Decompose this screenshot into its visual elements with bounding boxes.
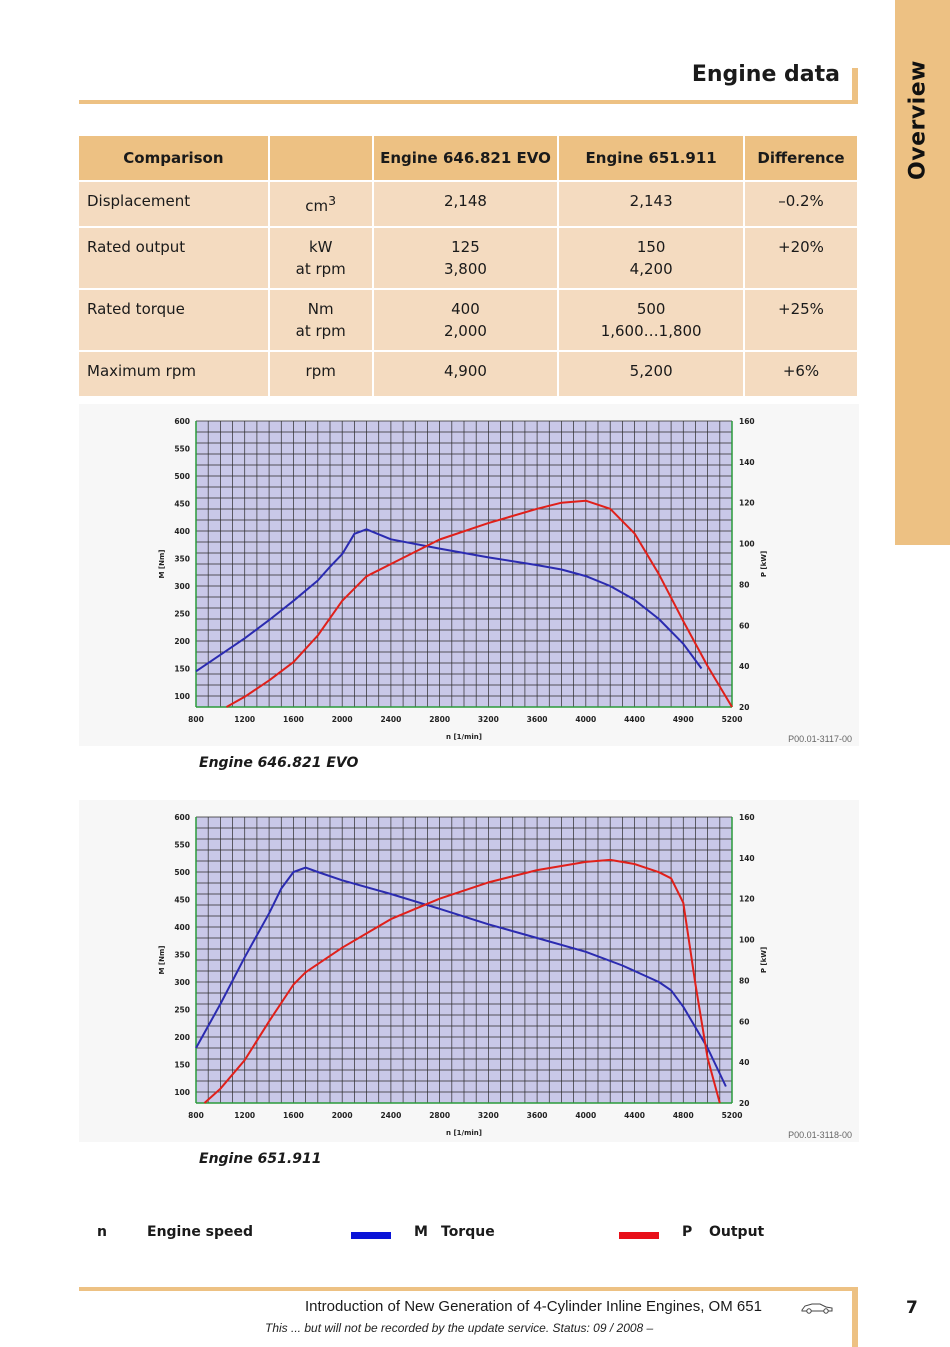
table-row — [79, 181, 858, 227]
row-label: Displacement — [79, 181, 269, 227]
unit-text: kW — [308, 238, 333, 256]
header-engine-651: Engine 651.911 — [558, 136, 744, 181]
y-axis-label: M [Nm] — [158, 549, 166, 579]
footer-rule — [79, 1287, 858, 1291]
x-tick-label: 2800 — [429, 1111, 451, 1120]
y-tick-label: 150 — [174, 1060, 190, 1070]
legend-m-symbol: M — [414, 1224, 428, 1240]
x-tick-label: 5200 — [721, 1111, 743, 1120]
y-tick-label: 600 — [174, 417, 190, 426]
row-difference: +20% — [744, 227, 858, 289]
chart-svg — [79, 800, 859, 1142]
table-row — [79, 289, 858, 351]
x-tick-label: 1200 — [234, 715, 256, 724]
page-number: 7 — [906, 1298, 918, 1318]
x-axis-label: n [1/min] — [446, 1129, 482, 1137]
x-tick-label: 4000 — [575, 1111, 597, 1120]
legend-p-symbol: P — [682, 1224, 693, 1240]
legend-n-symbol: n — [97, 1224, 107, 1240]
unit-text: cm — [305, 197, 329, 215]
y-right-tick-label: 40 — [739, 1058, 750, 1068]
x-axis-label: n [1/min] — [446, 733, 482, 741]
row-value-646 — [373, 289, 559, 351]
x-tick-label: 4400 — [624, 1111, 645, 1120]
table-header-row — [79, 136, 858, 181]
y-tick-label: 300 — [174, 978, 190, 987]
y-right-tick-label: 60 — [739, 621, 750, 631]
x-tick-label: 4900 — [672, 715, 694, 724]
row-unit: rpm — [269, 351, 373, 397]
x-tick-label: 1200 — [234, 1111, 256, 1120]
value-primary: 500 — [636, 300, 666, 318]
x-tick-label: 2000 — [331, 715, 353, 724]
y-right-tick-label: 80 — [739, 976, 750, 986]
x-tick-label: 3600 — [526, 715, 548, 724]
x-tick-label: 800 — [188, 715, 204, 724]
legend-torque-swatch — [351, 1232, 391, 1239]
y-tick-label: 400 — [174, 923, 190, 932]
y-right-tick-label: 120 — [739, 894, 755, 904]
y-right-tick-label: 40 — [739, 662, 750, 672]
y-right-tick-label: 20 — [739, 1099, 750, 1108]
figure-reference: P00.01-3118-00 — [788, 1130, 852, 1140]
legend-p-label: Output — [709, 1224, 765, 1240]
row-value-646 — [373, 227, 559, 289]
footer-status: This ... but will not be recorded by the update service. Status: 09 / 2008 – — [265, 1321, 654, 1335]
chart-caption: Engine 651.911 — [199, 1151, 322, 1167]
table-row — [79, 227, 858, 289]
x-tick-label: 4400 — [624, 715, 645, 724]
comparison-table — [79, 136, 859, 398]
row-value-651 — [558, 227, 744, 289]
y-tick-label: 100 — [174, 692, 190, 701]
y-tick-label: 450 — [174, 895, 190, 905]
row-unit — [269, 289, 373, 351]
y-tick-label: 500 — [174, 868, 190, 877]
value-secondary: 2,000 — [443, 322, 487, 340]
y-right-axis-label: P [kW] — [760, 550, 768, 578]
y-tick-label: 550 — [174, 840, 190, 850]
row-value-646: 4,900 — [373, 351, 559, 397]
legend-n-label: Engine speed — [147, 1224, 254, 1240]
x-tick-label: 1600 — [283, 715, 304, 724]
y-tick-label: 400 — [174, 527, 190, 536]
x-tick-label: 3600 — [526, 1111, 548, 1120]
x-tick-label: 5200 — [721, 715, 743, 724]
row-label: Rated torque — [79, 289, 269, 351]
x-tick-label: 4800 — [672, 1111, 694, 1120]
x-tick-label: 3200 — [477, 715, 499, 724]
x-tick-label: 2800 — [429, 715, 451, 724]
header-engine-646: Engine 646.821 EVO — [373, 136, 559, 181]
figure-reference: P00.01-3117-00 — [788, 734, 852, 744]
y-axis-label: M [Nm] — [158, 945, 166, 975]
value-secondary: 3,800 — [443, 260, 487, 278]
header-rule-vertical — [852, 68, 858, 104]
row-value-651: 5,200 — [558, 351, 744, 397]
y-right-tick-label: 60 — [739, 1017, 750, 1027]
y-right-tick-label: 80 — [739, 580, 750, 590]
y-tick-label: 300 — [174, 582, 190, 591]
y-tick-label: 150 — [174, 664, 190, 674]
row-unit — [269, 227, 373, 289]
chart-svg — [79, 404, 859, 746]
y-right-tick-label: 120 — [739, 498, 755, 508]
value-primary: 400 — [451, 300, 480, 318]
chart-engine-651 — [79, 800, 859, 1142]
legend-output-swatch — [619, 1232, 659, 1239]
y-tick-label: 200 — [174, 637, 190, 646]
row-difference: –0.2% — [744, 181, 858, 227]
car-icon — [800, 1300, 834, 1314]
page-title: Engine data — [691, 62, 840, 87]
y-right-tick-label: 100 — [739, 935, 755, 945]
chart-engine-646 — [79, 404, 859, 746]
unit-text: Nm — [307, 300, 334, 318]
row-value-651: 2,143 — [558, 181, 744, 227]
y-tick-label: 600 — [174, 813, 190, 822]
y-right-tick-label: 160 — [739, 417, 755, 426]
x-tick-label: 800 — [188, 1111, 204, 1120]
x-tick-label: 2400 — [380, 715, 402, 724]
y-tick-label: 250 — [174, 609, 190, 619]
y-tick-label: 350 — [174, 950, 190, 960]
x-tick-label: 2400 — [380, 1111, 402, 1120]
row-value-646: 2,148 — [373, 181, 559, 227]
legend-m-label: Torque — [441, 1224, 495, 1240]
value-primary: 150 — [636, 238, 666, 256]
header-unit — [269, 136, 373, 181]
header-rule — [79, 100, 858, 104]
y-tick-label: 200 — [174, 1033, 190, 1042]
x-tick-label: 4000 — [575, 715, 597, 724]
y-tick-label: 250 — [174, 1005, 190, 1015]
chart-caption: Engine 646.821 EVO — [199, 755, 359, 771]
footer-rule-vertical — [852, 1287, 858, 1347]
row-difference: +25% — [744, 289, 858, 351]
value-secondary: 1,600…1,800 — [600, 322, 702, 340]
row-unit — [269, 181, 373, 227]
y-right-tick-label: 100 — [739, 539, 755, 549]
header-difference: Difference — [744, 136, 858, 181]
x-tick-label: 2000 — [331, 1111, 353, 1120]
y-right-tick-label: 140 — [739, 457, 755, 467]
y-right-tick-label: 140 — [739, 853, 755, 863]
footer-title: Introduction of New Generation of 4-Cylinder Inline Engines, OM 651 — [305, 1298, 762, 1315]
y-tick-label: 450 — [174, 499, 190, 509]
y-tick-label: 500 — [174, 472, 190, 481]
header-comparison: Comparison — [79, 136, 269, 181]
y-right-axis-label: P [kW] — [760, 946, 768, 974]
unit-text-2: at rpm — [295, 260, 346, 278]
unit-text-2: at rpm — [295, 322, 346, 340]
row-difference: +6% — [744, 351, 858, 397]
value-primary: 125 — [451, 238, 480, 256]
row-value-651 — [558, 289, 744, 351]
table-row — [79, 351, 858, 397]
x-tick-label: 3200 — [477, 1111, 499, 1120]
y-right-tick-label: 20 — [739, 703, 750, 712]
x-tick-label: 1600 — [283, 1111, 304, 1120]
value-secondary: 4,200 — [629, 260, 673, 278]
y-tick-label: 100 — [174, 1088, 190, 1097]
y-right-tick-label: 160 — [739, 813, 755, 822]
y-tick-label: 550 — [174, 444, 190, 454]
unit-superscript: 3 — [328, 193, 337, 208]
row-label: Rated output — [79, 227, 269, 289]
side-tab-label: Overview — [905, 60, 931, 180]
row-label: Maximum rpm — [79, 351, 269, 397]
y-tick-label: 350 — [174, 554, 190, 564]
